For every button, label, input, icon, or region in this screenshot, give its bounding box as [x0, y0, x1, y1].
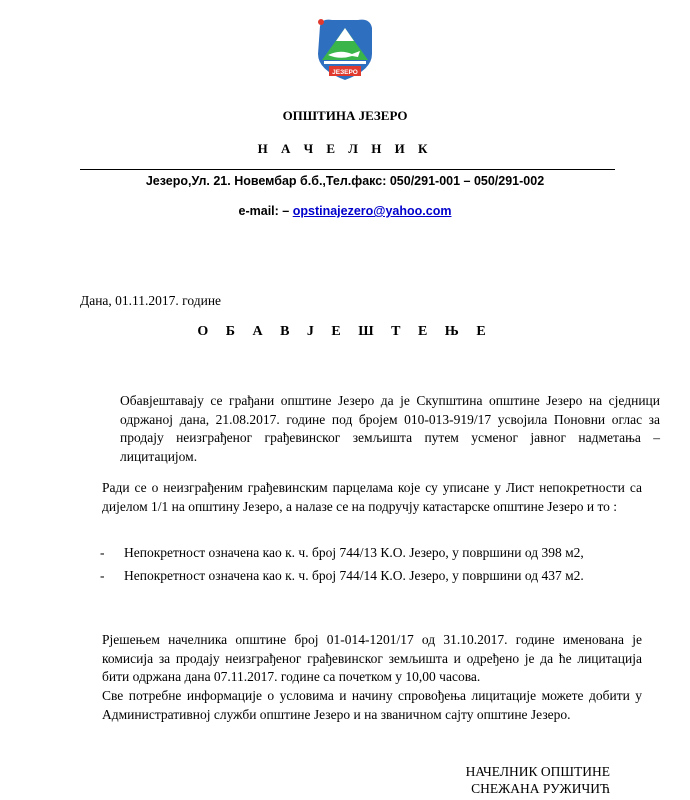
paragraph-4 [80, 687, 642, 724]
list-item-text: Непокретност означена као к. ч. број 744/13 К.О. Језеро, у површини од 398 м2, [124, 545, 584, 560]
paragraph-3 [80, 631, 642, 687]
paragraph-2 [80, 479, 642, 516]
signature-name: СНЕЖАНА РУЖИЧИЋ [471, 781, 610, 796]
address-line: Језеро,Ул. 21. Новембар б.б.,Тел.факс: 050/291-001 – 050/291-002 [145, 174, 545, 188]
email-line [0, 204, 690, 218]
email-label: e-mail: – [238, 204, 293, 218]
office-title: Н А Ч Е Л Н И К [257, 141, 433, 156]
list-item [100, 544, 620, 563]
header-divider [80, 169, 615, 170]
paragraph-1 [80, 392, 660, 466]
signature-role: НАЧЕЛНИК ОПШТИНЕ [465, 764, 610, 779]
logo-text: ЈЕЗЕРО [332, 69, 358, 76]
paragraph-3-text: Рјешењем начелника општине број 01-014-1201/17 од 31.10.2017. године именована је комисија за продају неизграђеног грађевинског земљишта и одређено је да ће лицитација бити одржана дана 07.11.2017. године са почетком у 10,00 часова. [102, 632, 642, 684]
paragraph-1-text: Обавјештавају се грађани општине Језеро да је Скупштина општине Језеро на сједници одржаној дана, 21.08.2017. године под бројем 010-013-919/17 усвојила Поновни оглас за продају неизграђеног грађевинског земљишта путем усменог јавног надметања – лицитацијом. [120, 393, 660, 464]
email-link[interactable]: opstinajezero@yahoo.com [292, 204, 452, 218]
municipality-name: ОПШТИНА ЈЕЗЕРО [282, 108, 408, 123]
dash-bullet: - [100, 567, 105, 583]
document-title: О Б А В Ј Е Ш Т Е Њ Е [197, 324, 493, 339]
property-list [100, 544, 620, 589]
document-date: Дана, 01.11.2017. године [80, 293, 222, 308]
municipality-logo [312, 14, 378, 82]
list-item-text: Непокретност означена као к. ч. број 744/14 К.О. Језеро, у површини од 437 м2. [124, 567, 584, 583]
paragraph-4-text: Све потребне информације о условима и начину спровођења лицитације можете добити у Административној служби општине Језеро и на званичном сајту општине Језеро. [102, 688, 642, 722]
dash-bullet: - [100, 545, 105, 560]
paragraph-2-text: Ради се о неизграђеним грађевинским парцелама које су уписане у Лист непокретности са дијелом 1/1 на општину Језеро, а налазе се на подручју катастарске општине Језеро и то : [102, 480, 642, 514]
list-item [100, 567, 620, 586]
